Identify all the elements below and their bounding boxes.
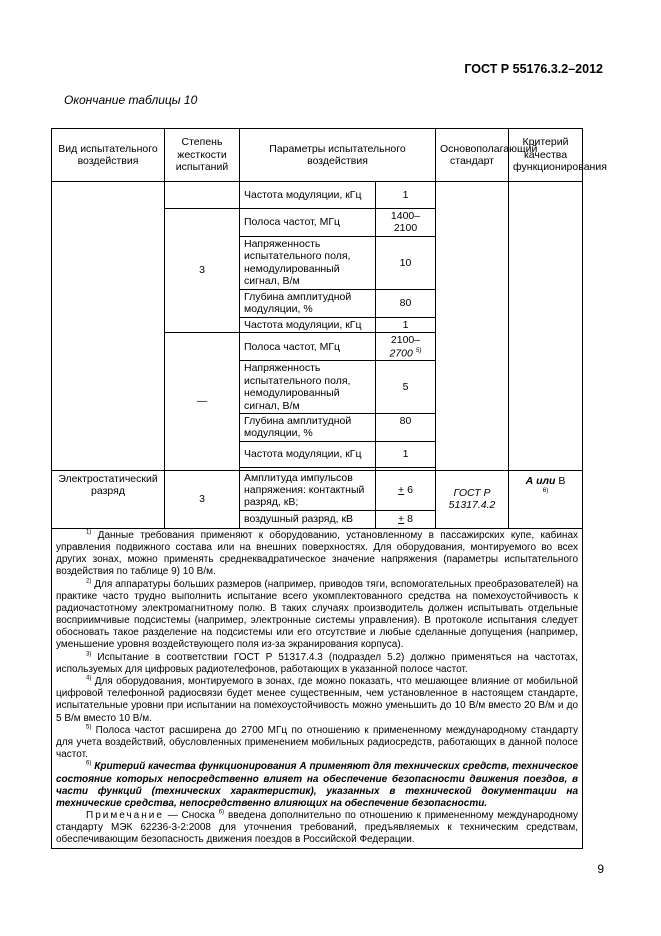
severity-cell: 3 <box>165 470 240 528</box>
table-header-row <box>52 129 583 182</box>
col-header-severity: Степень жесткости испытаний <box>165 129 240 182</box>
table-continuation-caption: Окончание таблицы 10 <box>64 93 198 107</box>
footnote-2 <box>56 579 578 652</box>
standard-cell-empty <box>436 182 509 471</box>
note-paragraph <box>56 810 578 847</box>
footnote-mark: 1) <box>86 529 92 536</box>
value-cell: 80 <box>376 413 436 441</box>
table-row <box>52 470 583 510</box>
footnote-mark: 6) <box>218 809 225 816</box>
standard-cell: ГОСТ Р 51317.4.2 <box>436 470 509 528</box>
criterion-cell-empty <box>509 182 583 471</box>
severity-cell: 3 <box>165 209 240 333</box>
param-cell: Напряженность испытательного поля, немодулированный сигнал, В/м <box>240 236 376 289</box>
band-value-line1: 2100– <box>390 334 421 347</box>
footnote-3 <box>56 652 578 676</box>
document-code: ГОСТ Р 55176.3.2–2012 <box>464 62 603 76</box>
footnote-6 <box>56 761 578 810</box>
footnote-text: Испытание в соответствии ГОСТ Р 51317.4.3 (подраздел 5.2) должно применяться на частотах, используемых для цифровых радиотелефонов, работающих в указанной полосе частот. <box>56 651 579 675</box>
col-header-criterion: Критерий качества функционирования <box>509 129 583 182</box>
value-cell: 80 <box>376 289 436 317</box>
table-row <box>52 182 583 209</box>
footnote-text: Для оборудования, монтируемого в зонах, где можно показать, что мешающее влияние от мобильной цифровой телефонной радиосвязи будет менее существенным, чем установленное в настоящем стандарте, испытательные уровни при испытании на помехоустойчивость можно уменьшить до 10 В/м вместо 20 В/м и до 5 В/м вместо 10 В/м. <box>56 676 579 724</box>
footnote-text: Критерий качества функционирования А применяют для технических средств, техническое состояние которых непосредственно влияет на обеспечение безопасности движения поездов, в части функций (технических характеристик), указанных в технической документации на технические средства, непосредственно влияющих на обеспечение безопасности. <box>56 761 579 809</box>
footnote-1 <box>56 530 578 579</box>
param-cell: Глубина амплитудной модуляции, % <box>240 413 376 441</box>
param-cell: Напряженность испытательного поля, немодулированный сигнал, В/м <box>240 361 376 414</box>
param-cell: Амплитуда импульсов напряжения: контактный разряд, кВ; <box>240 470 376 510</box>
value-cell: 1 <box>376 182 436 209</box>
value-number: 6 <box>407 484 413 496</box>
footnotes-cell <box>52 528 583 848</box>
criterion-b: В <box>558 474 566 487</box>
value-cell <box>376 333 436 361</box>
value-cell: 1 <box>376 317 436 332</box>
value-cell <box>376 510 436 528</box>
footnote-mark: 4) <box>86 675 92 682</box>
footnote-text: Полоса частот расширена до 2700 МГц по отношению к примененному международному стандарту для учета воздействий, обусловленных применением мобильных радиосредств, работающих в данной полосе частот. <box>56 724 579 761</box>
footnote-ref: 6) <box>542 487 549 494</box>
footnote-5 <box>56 725 578 762</box>
footnote-mark: 5) <box>86 724 92 731</box>
footnote-ref: 5) <box>415 346 422 354</box>
footnote-mark: 3) <box>86 651 92 658</box>
value-cell: 1400–2100 <box>376 209 436 237</box>
footnote-4 <box>56 676 578 725</box>
note-label: Примечание <box>86 810 164 822</box>
severity-cell: — <box>165 333 240 471</box>
footnote-mark: 6) <box>86 760 92 767</box>
plus-minus-sign: + <box>398 484 405 496</box>
value-cell: 10 <box>376 236 436 289</box>
param-cell: Частота модуляции, кГц <box>240 441 376 467</box>
band-value-line2: 2700 <box>389 347 413 359</box>
value-number: 8 <box>407 513 413 526</box>
col-header-standard: Основополагающий стандарт <box>436 129 509 182</box>
note-prefix: — Сноска <box>167 810 215 822</box>
footnote-mark: 2) <box>86 578 92 585</box>
page-number: 9 <box>597 862 604 876</box>
param-cell: Частота модуляции, кГц <box>240 317 376 332</box>
criterion-cell <box>509 470 583 528</box>
param-cell: Глубина амплитудной модуляции, % <box>240 289 376 317</box>
type-cell: Электростатический разряд <box>52 470 165 528</box>
type-cell-empty <box>52 182 165 471</box>
notes-row <box>52 528 583 848</box>
note-text: введена дополнительно по отношению к примененному международному стандарту МЭК 62236-3-2:2008 для уточнения требований, предъявляемых к техническим средствам, обеспечивающим безопасность движения поездов в Российской Федерации. <box>56 810 579 846</box>
param-cell: воздушный разряд, кВ <box>240 510 376 528</box>
value-cell: 5 <box>376 361 436 414</box>
param-cell: Частота модуляции, кГц <box>240 182 376 209</box>
value-cell: 1 <box>376 441 436 467</box>
footnote-text: Данные требования применяют к оборудованию, установленному в пассажирских купе, кабинах управления подвижного состава или на внешних поверхностях. Для оборудования, монтируемого во всех других зонах, можно применять среднеквадратическое значение напряжения (параметры испытательного воздействия по таблице 9) 10 В/м. <box>56 529 579 578</box>
col-header-type: Вид испытательного воздействия <box>52 129 165 182</box>
param-cell: Полоса частот, МГц <box>240 333 376 361</box>
severity-cell-empty <box>165 182 240 209</box>
value-cell <box>376 470 436 510</box>
col-header-parameters: Параметры испытательного воздействия <box>240 129 436 182</box>
criterion-a: А или <box>525 474 556 487</box>
footnote-text: Для аппаратуры больших размеров (например, приводов тяги, вспомогательных преобразователей) на практике часто трудно выполнить испытание всего укомплектованного средства на помехоустойчивость к радиочастотному электромагнитному полю. В таких случаях производитель должен испытывать отдельные восприимчивые подсистемы (например, электронные системы управления). В протоколе испытания следует обосновать такое разделение на подсистемы или его отсутствие и любые сделанные допущения (например, уменьшение уровня воздействующего поля из-за экранирования корпуса). <box>56 578 579 651</box>
test-parameters-table <box>51 128 607 849</box>
plus-minus-sign: + <box>398 513 405 526</box>
param-cell: Полоса частот, МГц <box>240 209 376 237</box>
